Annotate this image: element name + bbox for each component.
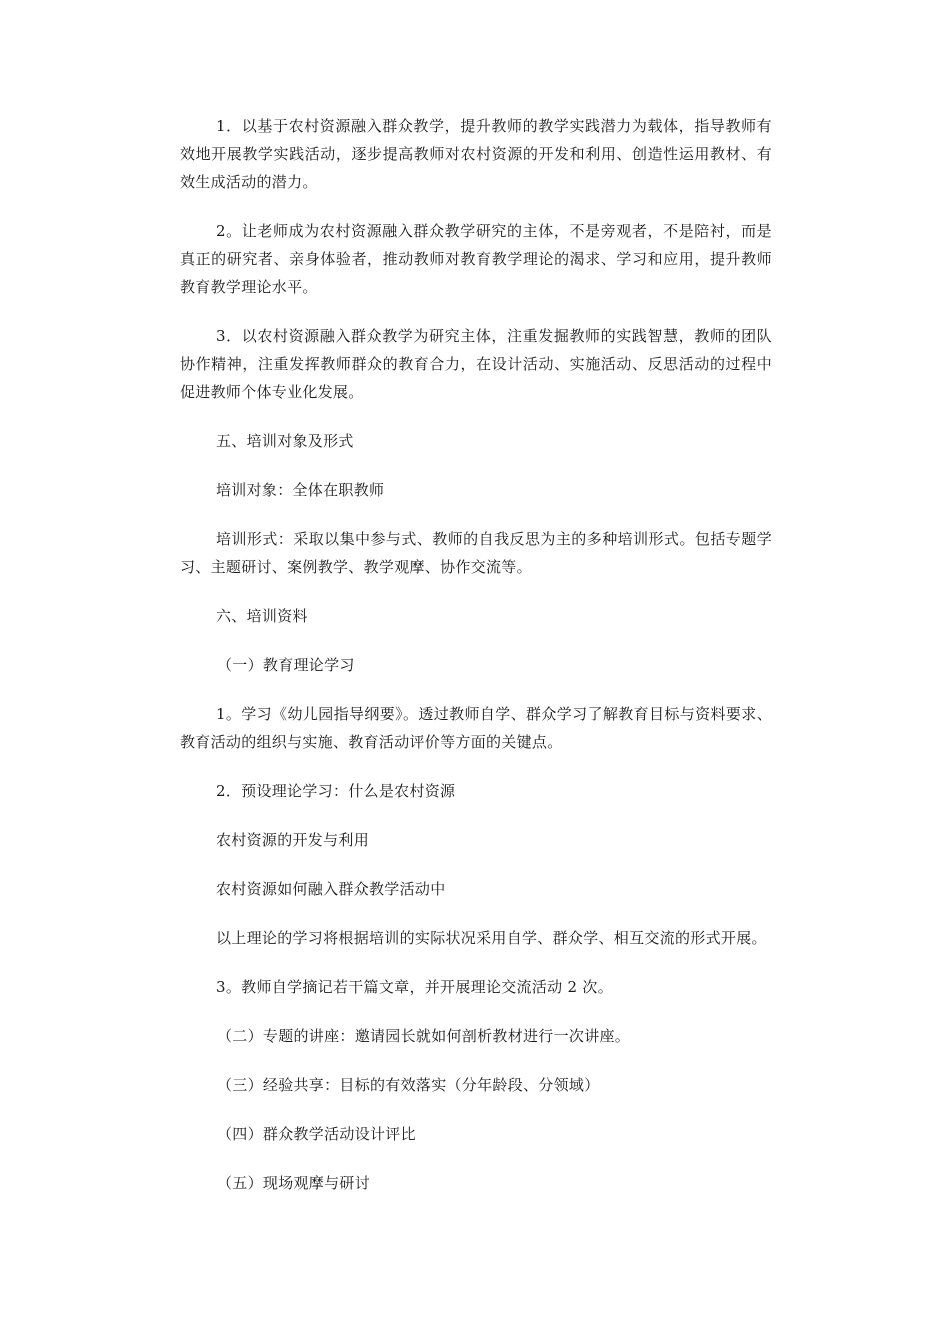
- paragraph-goal-3: 3．以农村资源融入群众教学为研究主体，注重发掘教师的实践智慧，教师的团队协作精神，注重发挥教师群众的教育合力，在设计活动、实施活动、反思活动的过程中促进教师个体专业化发展。: [180, 327, 772, 401]
- paragraph-resource-development: 农村资源的开发与利用: [216, 831, 370, 849]
- document-body: [180, 112, 772, 1218]
- paragraph-preset-theory: 2．预设理论学习：什么是农村资源: [216, 782, 456, 800]
- paragraph-goal-2: 2。让老师成为农村资源融入群众教学研究的主体，不是旁观者，不是陪衬，而是真正的研究者、亲身体验者，推动教师对教育教学理论的渴求、学习和应用，提升教师教育教学理论水平。: [180, 222, 772, 296]
- section-heading-training-target: 五、培训对象及形式: [216, 432, 354, 450]
- section-heading-training-materials: 六、培训资料: [216, 607, 308, 625]
- subsection-heading-design-contest: （四）群众教学活动设计评比: [217, 1125, 416, 1143]
- paragraph-training-target: 培训对象：全体在职教师: [216, 481, 385, 499]
- paragraph-self-study: 3。教师自学摘记若干篇文章，并开展理论交流活动 2 次。: [216, 978, 614, 996]
- paragraph-study-guideline: 1。学习《幼儿园指导纲要》。透过教师自学、群众学习了解教育目标与资料要求、教育活动的组织与实施、教育活动评价等方面的关键点。: [180, 705, 772, 751]
- paragraph-resource-integration: 农村资源如何融入群众教学活动中: [216, 880, 446, 898]
- paragraph-study-method: 以上理论的学习将根据培训的实际状况采用自学、群众学、相互交流的形式开展。: [216, 929, 767, 947]
- subsection-heading-lecture: （二）专题的讲座：邀请园长就如何剖析教材进行一次讲座。: [217, 1027, 631, 1045]
- paragraph-goal-1: 1．以基于农村资源融入群众教学，提升教师的教学实践潜力为载体，指导教师有效地开展教学实践活动，逐步提高教师对农村资源的开发和利用、创造性运用教材、有效生成活动的潜力。: [180, 117, 772, 191]
- subsection-heading-theory-study: （一）教育理论学习: [217, 656, 355, 674]
- subsection-heading-experience-sharing: （三）经验共享：目标的有效落实（分年龄段、分领域）: [217, 1076, 600, 1094]
- paragraph-training-form: 培训形式：采取以集中参与式、教师的自我反思为主的多种培训形式。包括专题学习、主题研讨、案例教学、教学观摩、协作交流等。: [180, 530, 772, 576]
- subsection-heading-observation: （五）现场观摩与研讨: [217, 1174, 371, 1192]
